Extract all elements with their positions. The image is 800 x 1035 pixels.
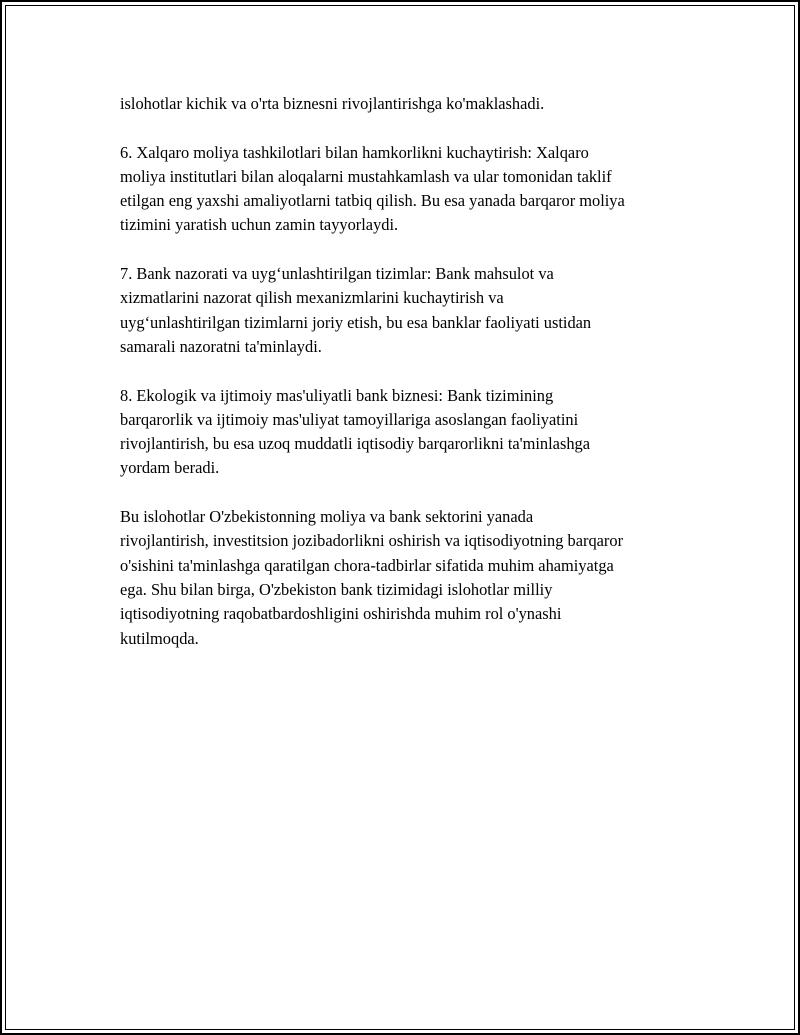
text-line: 8. Ekologik va ijtimoiy mas'uliyatli bank biznesi: Bank tizimining xyxy=(120,385,554,405)
paragraph-item-6 xyxy=(120,141,692,238)
text-line: tizimini yaratish uchun zamin tayyorlaydi. xyxy=(120,215,399,235)
text-line: yordam beradi. xyxy=(120,458,220,478)
text-line: xizmatlarini nazorat qilish mexanizmlarini kuchaytirish va xyxy=(120,288,504,308)
text-line: moliya institutlari bilan aloqalarni mustahkamlash va ular tomonidan taklif xyxy=(120,166,612,186)
paragraph-conclusion xyxy=(120,505,692,651)
paragraph-intro-tail xyxy=(120,92,692,116)
text-line: 6. Xalqaro moliya tashkilotlari bilan hamkorlikni kuchaytirish: Xalqaro xyxy=(120,142,589,162)
text-line: 7. Bank nazorati va uyg‘unlashtirilgan tizimlar: Bank mahsulot va xyxy=(120,264,554,284)
text-line: uyg‘unlashtirilgan tizimlarni joriy etish, bu esa banklar faoliyati ustidan xyxy=(120,312,592,332)
paragraph-item-8 xyxy=(120,384,692,481)
text-line: rivojlantirish, bu esa uzoq muddatli iqtisodiy barqarorlikni ta'minlashga xyxy=(120,434,590,454)
text-line: Bu islohotlar O'zbekistonning moliya va bank sektorini yanada xyxy=(120,507,534,527)
text-line: kutilmoqda. xyxy=(120,628,199,648)
text-line: etilgan eng yaxshi amaliyotlarni tatbiq qilish. Bu esa yanada barqaror moliya xyxy=(120,191,625,211)
text-line: samarali nazoratni ta'minlaydi. xyxy=(120,336,322,356)
text-line: barqarorlik va ijtimoiy mas'uliyat tamoyillariga asoslangan faoliyatini xyxy=(120,409,579,429)
document-body xyxy=(120,92,692,675)
text-line: islohotlar kichik va o'rta biznesni rivojlantirishga ko'maklashadi. xyxy=(120,94,545,113)
text-line: rivojlantirish, investitsion jozibadorlikni oshirish va iqtisodiyotning barqaror xyxy=(120,531,624,551)
text-line: ega. Shu bilan birga, O'zbekiston bank tizimidagi islohotlar milliy xyxy=(120,579,553,599)
paragraph-item-7 xyxy=(120,262,692,359)
text-line: o'sishini ta'minlashga qaratilgan chora-tadbirlar sifatida muhim ahamiyatga xyxy=(120,555,614,575)
text-line: iqtisodiyotning raqobatbardoshligini oshirishda muhim rol o'ynashi xyxy=(120,604,562,624)
